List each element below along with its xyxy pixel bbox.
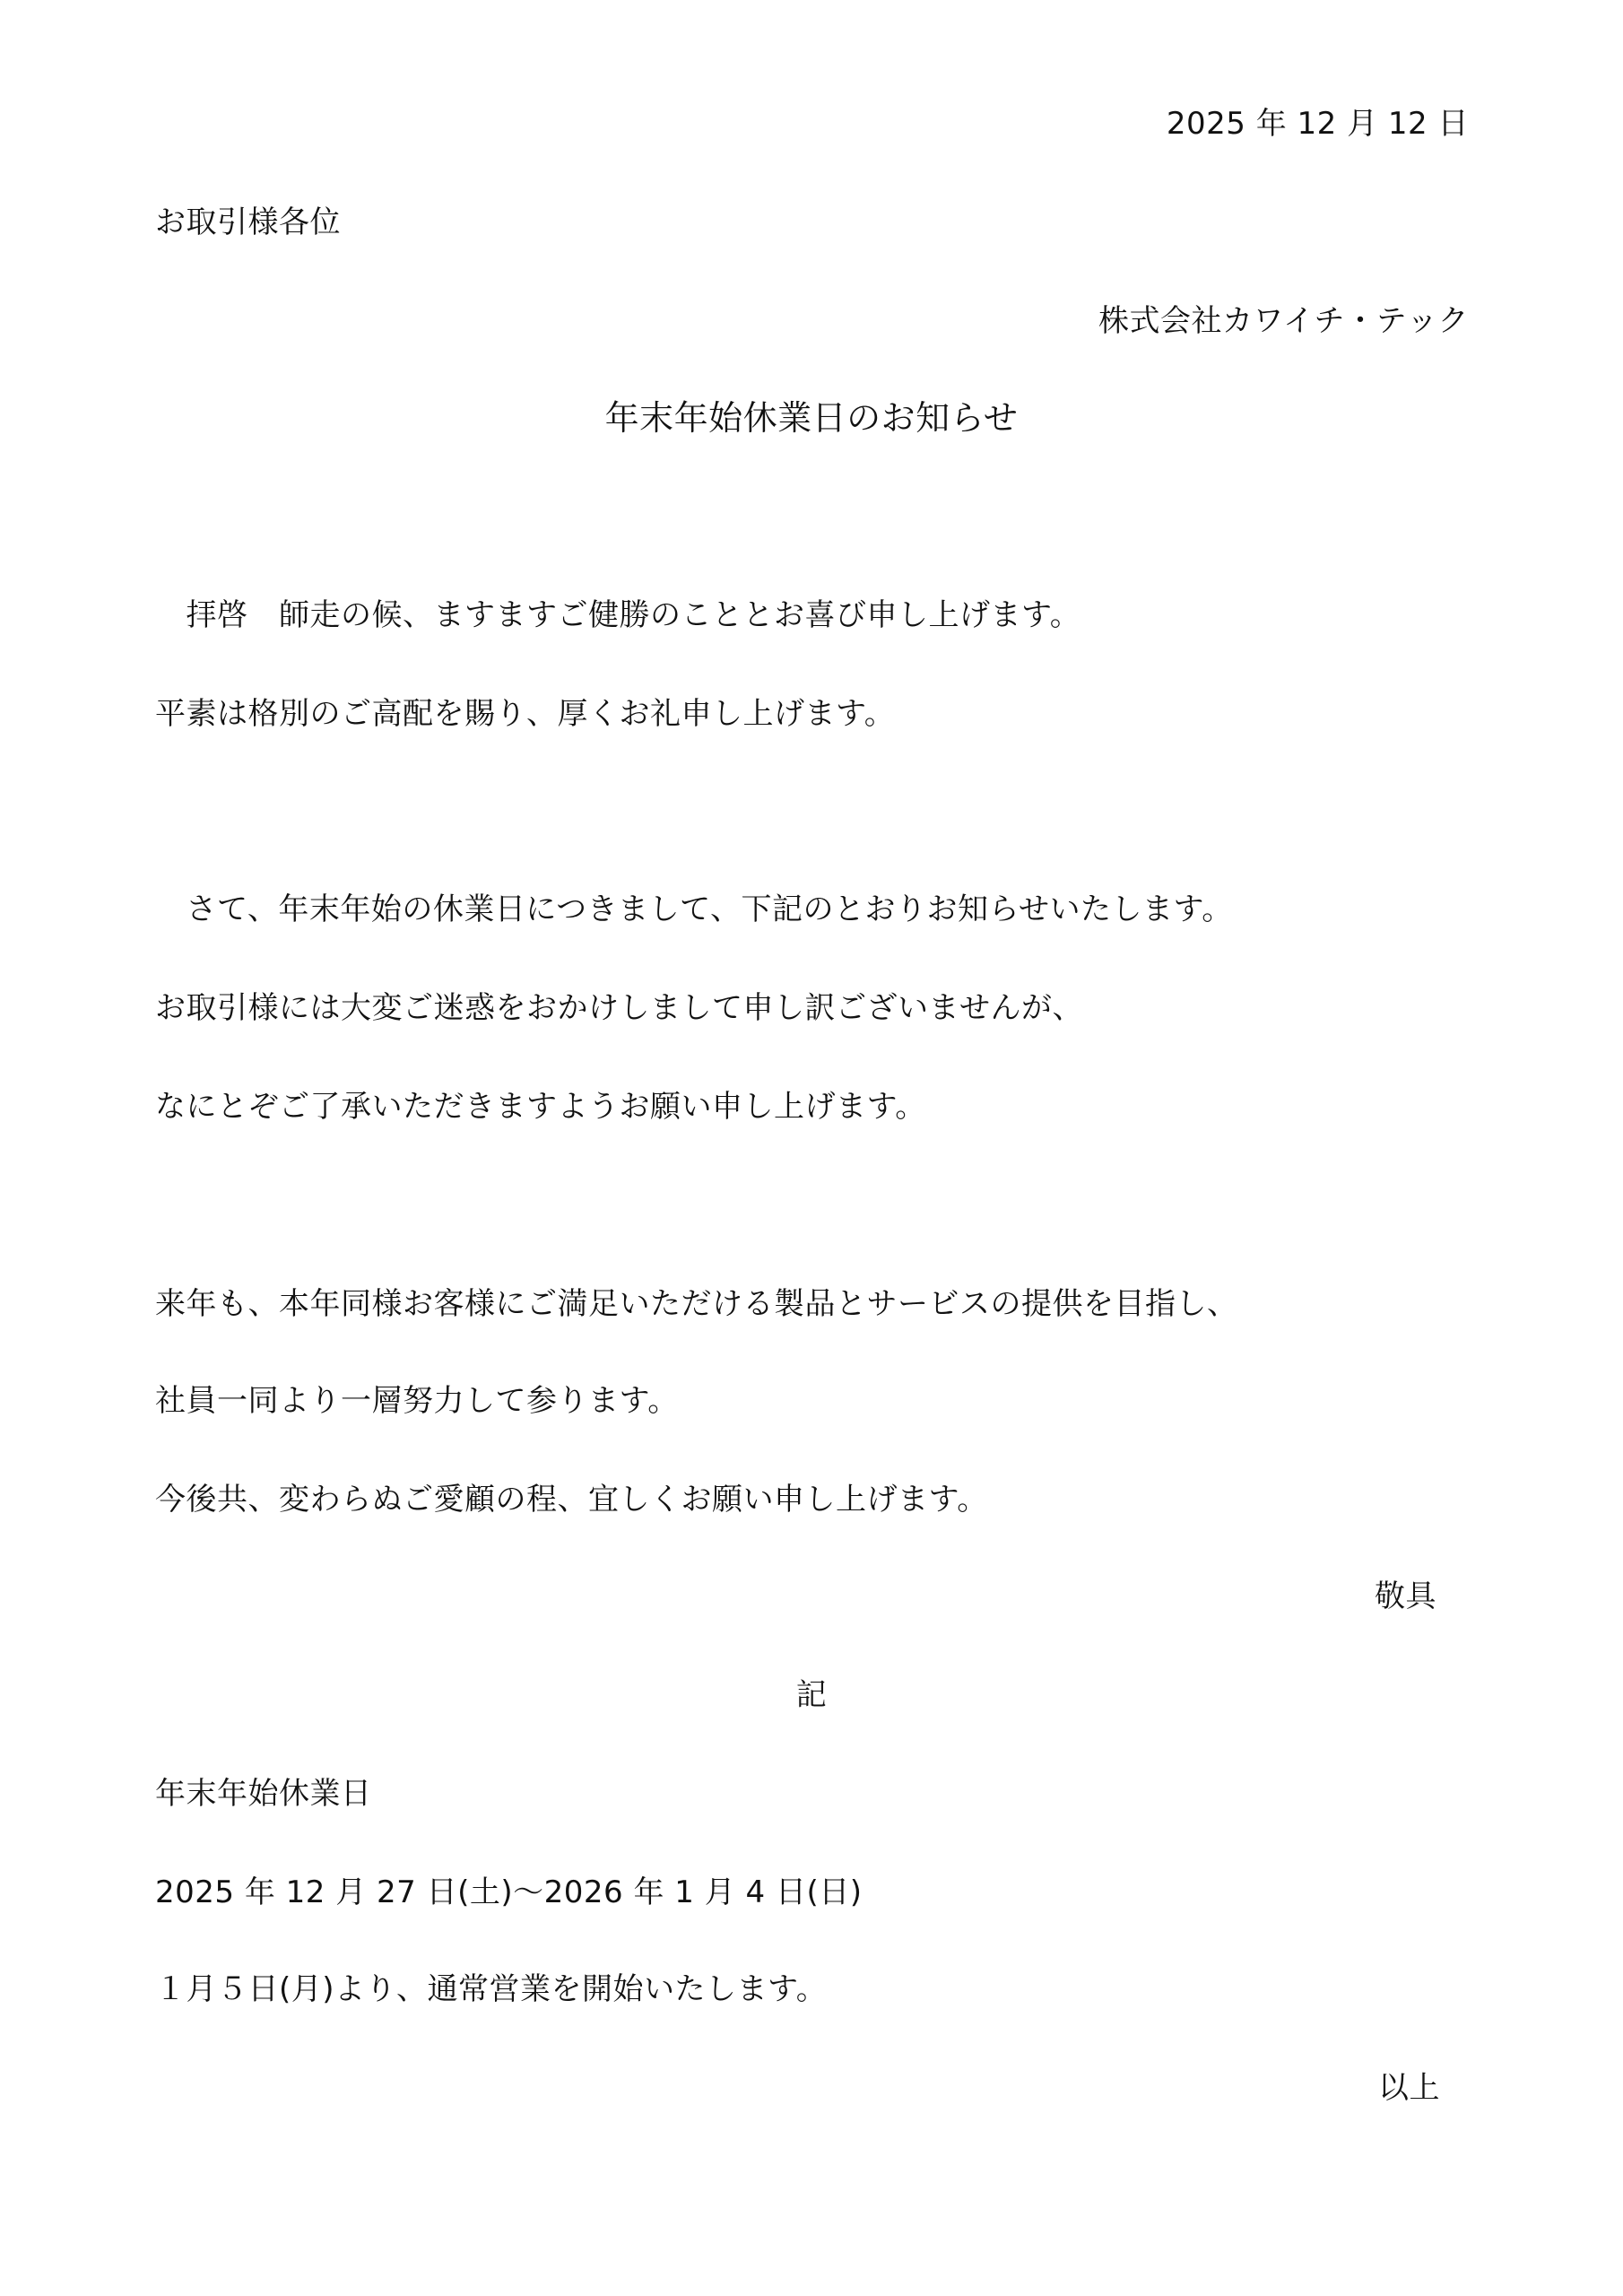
closing-keigu: 敬具: [1375, 1578, 1436, 1614]
recipient-line: お取引様各位: [155, 204, 341, 240]
greeting-line-1: 拝啓 師走の候、ますますご健勝のこととお喜び申し上げます。: [155, 597, 1081, 633]
details-heading: 年末年始休業日: [155, 1776, 372, 1812]
closing-paragraph-line-1: 来年も、本年同様お客様にご満足いただける製品とサービスの提供を目指し、: [155, 1286, 1238, 1322]
notice-line-1: さて、年末年始の休業日につきまして、下記のとおりお知らせいたします。: [155, 891, 1233, 927]
notice-line-3: なにとぞご了承いただきますようお願い申し上げます。: [155, 1089, 926, 1125]
closing-paragraph-line-2: 社員一同より一層努力して参ります。: [155, 1383, 679, 1419]
notice-line-2: お取引様には大変ご迷惑をおかけしまして申し訳ございませんが、: [155, 990, 1083, 1026]
details-period: 2025 年 12 月 27 日(土)～2026 年 1 月 4 日(日): [155, 1874, 863, 1910]
closing-paragraph-line-3: 今後共、変わらぬご愛顧の程、宜しくお願い申し上げます。: [155, 1482, 988, 1518]
sender-company: 株式会社カワイチ・テック: [1098, 303, 1469, 339]
document-date: 2025 年 12 月 12 日: [1166, 106, 1469, 142]
document-title: 年末年始休業日のお知らせ: [604, 398, 1019, 438]
details-resume: １月５日(月)より、通常営業を開始いたします。: [155, 1971, 828, 2007]
end-mark: 以上: [1378, 2070, 1440, 2106]
greeting-line-2: 平素は格別のご高配を賜り、厚くお礼申し上げます。: [155, 696, 896, 732]
ki-heading: 記: [795, 1677, 828, 1713]
